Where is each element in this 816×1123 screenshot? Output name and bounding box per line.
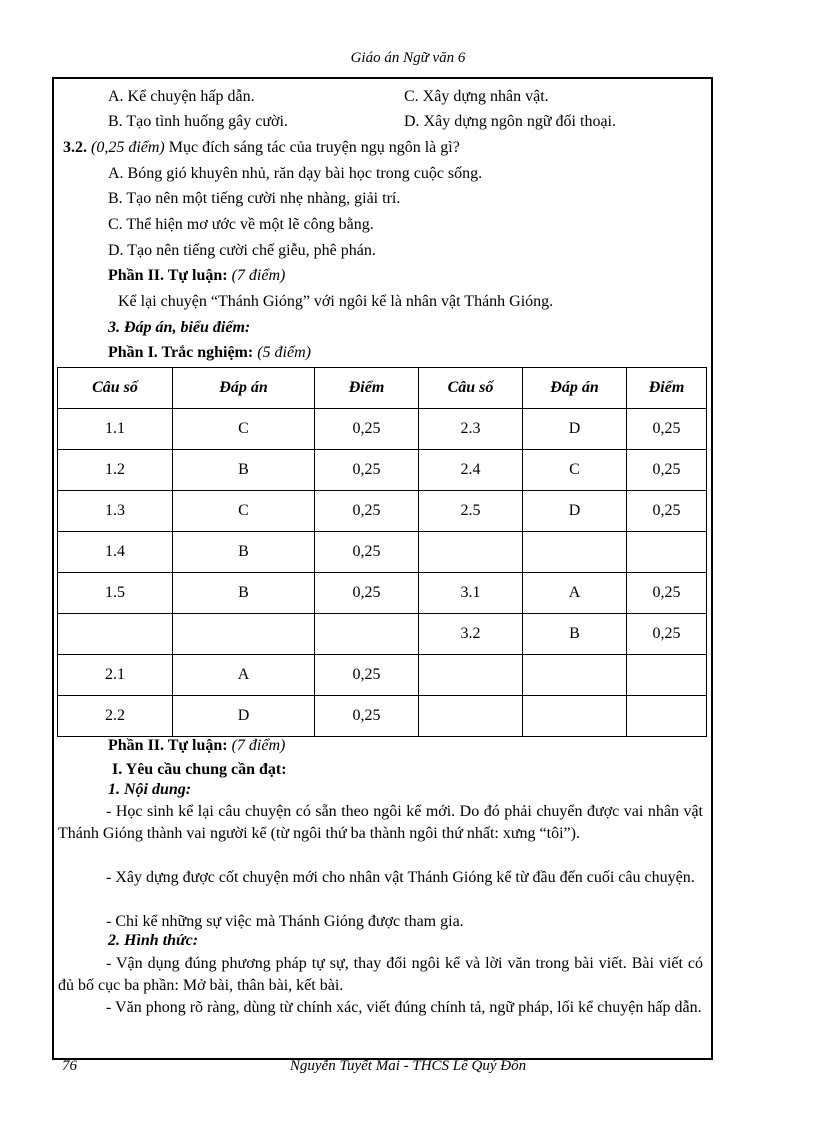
table-cell: C: [173, 409, 315, 450]
q3-2-option-c: C. Thể hiện mơ ước về một lẽ công bằng.: [108, 216, 374, 233]
part2-heading: [108, 267, 285, 285]
table-cell: 1.2: [58, 450, 173, 491]
table-cell: [523, 655, 627, 696]
table-cell: 2.3: [419, 409, 523, 450]
part2-answer-label: Phần II. Tự luận:: [108, 737, 228, 754]
page-number: 76: [62, 1058, 77, 1074]
part1-heading: [108, 344, 311, 362]
table-cell: 0,25: [315, 409, 419, 450]
table-cell: B: [173, 573, 315, 614]
table-cell: D: [523, 409, 627, 450]
q3-2-option-d: D. Tạo nên tiếng cười chế giễu, phê phán.: [108, 242, 376, 259]
table-cell: 0,25: [627, 450, 707, 491]
header-cell: Câu số: [419, 368, 523, 409]
answer-heading: 3. Đáp án, biểu điểm:: [108, 319, 251, 336]
table-cell: [58, 614, 173, 655]
header-cell: Điểm: [627, 368, 707, 409]
content-item: - Học sinh kể lại câu chuyện có sẵn theo ngôi kể mới. Do đó phải chuyển được vai nhân vật Thánh Gióng thành vai người kể (từ ngôi thứ ba thành ngôi thứ nhất: xưng “tôi”).: [58, 803, 703, 842]
table-row: [58, 532, 707, 573]
header-cell: Điểm: [315, 368, 419, 409]
q3-2-option-b: B. Tạo nên một tiếng cười nhẹ nhàng, giải trí.: [108, 190, 401, 207]
table-cell: B: [523, 614, 627, 655]
table-cell: [315, 614, 419, 655]
table-cell: 0,25: [315, 491, 419, 532]
table-cell: 2.2: [58, 696, 173, 737]
part1-points: (5 điểm): [253, 344, 311, 361]
form-item: - Vận dụng đúng phương pháp tự sự, thay đổi ngôi kể và lời văn trong bài viết. Bài viết có đủ bố cục ba phần: Mở bài, thân bài, kết bài.: [58, 955, 703, 994]
question-text: Mục đích sáng tác của truyện ngụ ngôn là gì?: [164, 139, 460, 156]
table-row: [58, 450, 707, 491]
content-item: - Xây dựng được cốt chuyện mới cho nhân vật Thánh Gióng kể từ đầu đến cuối câu chuyện.: [106, 869, 695, 886]
table-row: [58, 614, 707, 655]
table-cell: A: [173, 655, 315, 696]
table-cell: 0,25: [627, 491, 707, 532]
header-cell: Đáp án: [523, 368, 627, 409]
table-row: [58, 491, 707, 532]
table-cell: D: [523, 491, 627, 532]
table-header-row: [58, 368, 707, 409]
table-cell: 0,25: [315, 573, 419, 614]
form-heading: 2. Hình thức:: [108, 932, 199, 949]
general-requirements-heading: I. Yêu cầu chung cần đạt:: [112, 761, 287, 778]
table-row: [58, 696, 707, 737]
part2-answer-heading: [108, 737, 285, 755]
table-cell: 0,25: [627, 573, 707, 614]
table-cell: [627, 696, 707, 737]
table-cell: A: [523, 573, 627, 614]
question-3-2: [63, 139, 460, 157]
question-points: (0,25 điểm): [91, 139, 165, 156]
option-c: C. Xây dựng nhân vật.: [404, 88, 549, 105]
table-cell: 1.1: [58, 409, 173, 450]
option-d: D. Xây dựng ngôn ngữ đối thoại.: [404, 113, 616, 130]
content-heading: 1. Nội dung:: [108, 781, 192, 798]
table-cell: 2.4: [419, 450, 523, 491]
table-cell: [173, 614, 315, 655]
part2-prompt: Kể lại chuyện “Thánh Gióng” với ngôi kể là nhân vật Thánh Gióng.: [118, 293, 554, 310]
table-cell: 0,25: [315, 450, 419, 491]
table-cell: [627, 655, 707, 696]
page-header: Giáo án Ngữ văn 6: [350, 50, 466, 66]
option-a: A. Kể chuyện hấp dẫn.: [108, 88, 255, 105]
table-cell: 0,25: [627, 614, 707, 655]
part2-points: (7 điểm): [227, 267, 286, 284]
part2-answer-points: (7 điểm): [227, 737, 286, 754]
page-footer: Nguyễn Tuyết Mai - THCS Lê Quý Đôn: [289, 1058, 527, 1074]
header-cell: Câu số: [58, 368, 173, 409]
q3-2-option-a: A. Bóng gió khuyên nhủ, răn dạy bài học trong cuộc sống.: [108, 165, 483, 182]
table-cell: [627, 532, 707, 573]
answer-table: [57, 367, 707, 737]
header-cell: Đáp án: [173, 368, 315, 409]
table-cell: 0,25: [315, 655, 419, 696]
table-body: [58, 409, 707, 737]
table-cell: 3.2: [419, 614, 523, 655]
question-number: 3.2.: [63, 139, 87, 156]
table-cell: [419, 655, 523, 696]
table-cell: B: [173, 532, 315, 573]
table-cell: [523, 696, 627, 737]
part1-label: Phần I. Trắc nghiệm:: [108, 344, 254, 361]
part2-label: Phần II. Tự luận:: [108, 267, 228, 284]
table-cell: C: [523, 450, 627, 491]
content-item: - Chỉ kể những sự việc mà Thánh Gióng được tham gia.: [106, 913, 464, 930]
table-cell: 3.1: [419, 573, 523, 614]
table-row: [58, 409, 707, 450]
table-cell: [419, 532, 523, 573]
table-cell: 2.5: [419, 491, 523, 532]
table-row: [58, 573, 707, 614]
option-b: B. Tạo tình huống gây cười.: [108, 113, 288, 130]
table-cell: 1.3: [58, 491, 173, 532]
table-cell: 1.5: [58, 573, 173, 614]
form-item: - Văn phong rõ ràng, dùng từ chính xác, viết đúng chính tả, ngữ pháp, lối kể chuyện hấp dẫn.: [106, 999, 702, 1016]
table-cell: 0,25: [627, 409, 707, 450]
table-cell: 0,25: [315, 696, 419, 737]
table-cell: B: [173, 450, 315, 491]
table-cell: [523, 532, 627, 573]
table-cell: 2.1: [58, 655, 173, 696]
table-cell: [419, 696, 523, 737]
table-cell: C: [173, 491, 315, 532]
table-row: [58, 655, 707, 696]
table-cell: 1.4: [58, 532, 173, 573]
table-cell: D: [173, 696, 315, 737]
table-cell: 0,25: [315, 532, 419, 573]
